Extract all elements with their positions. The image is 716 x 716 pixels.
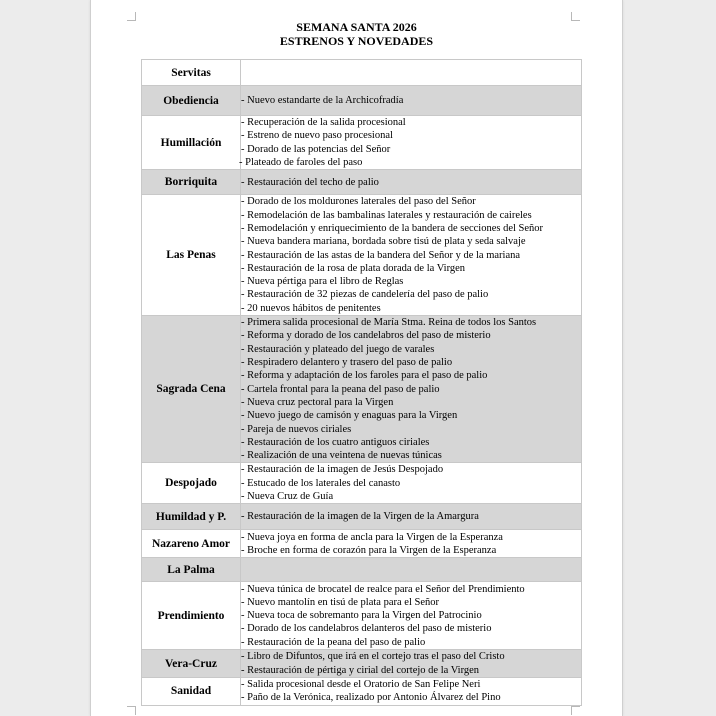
list-item: - Restauración de la imagen de Jesús Despojado <box>241 464 444 476</box>
list-item: - Plateado de faroles del paso <box>239 156 363 168</box>
list-item: - Remodelación y enriquecimiento de la bandera de secciones del Señor <box>241 222 544 234</box>
brotherhood-name: Sanidad <box>142 677 241 705</box>
list-item: - Recuperación de la salida procesional <box>241 117 406 128</box>
brotherhood-name: Nazareno Amor <box>142 530 241 558</box>
list-item: - Dorado de los moldurones laterales del paso del Señor <box>241 196 476 208</box>
novelties-cell <box>241 60 582 86</box>
table-row <box>142 504 582 530</box>
list-item: - Estucado de los laterales del canasto <box>241 477 401 489</box>
table-row <box>142 116 582 170</box>
list-item: - Nueva Cruz de Guía <box>241 491 334 503</box>
novelties-cell <box>241 582 582 650</box>
list-item: - Nueva pértiga para el libro de Reglas <box>241 276 404 288</box>
brotherhood-name: La Palma <box>142 558 241 582</box>
table-row <box>142 558 582 582</box>
list-item: - Nueva toca de sobremanto para la Virgen del Patrocinio <box>241 610 482 622</box>
list-item: - Reforma y dorado de los candelabros del paso de misterio <box>241 330 491 342</box>
list-item: - Nuevo juego de camisón y enaguas para la Virgen <box>241 410 458 422</box>
table-row <box>142 86 582 116</box>
table-row <box>142 60 582 86</box>
list-item: - 20 nuevos hábitos de penitentes <box>241 302 381 314</box>
list-item: - Estreno de nuevo paso procesional <box>241 130 393 142</box>
list-item: - Dorado de los candelabros delanteros del paso de misterio <box>241 623 492 635</box>
list-item: - Cartela frontal para la peana del paso de palio <box>241 383 440 395</box>
brotherhood-name: Humillación <box>142 116 241 170</box>
novelties-cell <box>241 86 582 116</box>
novelties-cell <box>241 558 582 582</box>
brotherhood-name: Borriquita <box>142 170 241 195</box>
brotherhood-name: Las Penas <box>142 195 241 316</box>
novelties-cell <box>241 195 582 316</box>
document-page <box>90 0 623 716</box>
table-row <box>142 650 582 678</box>
list-item: - Libro de Difuntos, que irá en el cortejo tras el paso del Cristo <box>241 651 505 663</box>
novelties-cell <box>241 504 582 530</box>
brotherhood-name: Sagrada Cena <box>142 316 241 463</box>
novelties-cell <box>241 650 582 678</box>
list-item: - Nueva cruz pectoral para la Virgen <box>241 396 394 408</box>
list-item: - Restauración y plateado del juego de varales <box>241 343 435 355</box>
novelties-cell <box>241 316 582 463</box>
novelties-cell <box>241 116 582 170</box>
list-item: - Salida procesional desde el Oratorio de San Felipe Neri <box>241 678 481 690</box>
list-item: - Restauración de 32 piezas de candelería del paso de palio <box>241 289 489 301</box>
list-item: - Remodelación de las bambalinas laterales y restauración de caireles <box>241 209 532 221</box>
list-item: - Restauración del techo de palio <box>241 176 379 188</box>
brotherhood-name: Humildad y P. <box>142 504 241 530</box>
list-item: - Pareja de nuevos ciriales <box>241 423 352 435</box>
table-row <box>142 530 582 558</box>
list-item: - Broche en forma de corazón para la Virgen de la Esperanza <box>241 544 497 556</box>
list-item: - Nueva bandera mariana, bordada sobre tisú de plata y seda salvaje <box>241 236 526 248</box>
list-item: - Primera salida procesional de María Stma. Reina de todos los Santos <box>241 317 537 329</box>
novelties-cell <box>241 463 582 504</box>
table-row <box>142 170 582 195</box>
brotherhood-name: Vera-Cruz <box>142 650 241 678</box>
list-item: - Restauración de las astas de la bandera del Señor y de la mariana <box>241 249 521 261</box>
table-row <box>142 582 582 650</box>
brotherhood-name: Obediencia <box>142 86 241 116</box>
list-item: - Dorado de las potencias del Señor <box>241 143 391 155</box>
list-item: - Respiradero delantero y trasero del paso de palio <box>241 357 453 369</box>
list-item: - Nuevo estandarte de la Archicofradía <box>241 94 404 106</box>
document-title: SEMANA SANTA 2026 <box>296 20 417 34</box>
list-item: - Reforma y adaptación de los faroles para el paso de palio <box>241 370 488 382</box>
table-row <box>142 316 582 463</box>
list-item: - Nuevo mantolín en tisú de plata para el Señor <box>241 596 439 608</box>
document-subtitle: ESTRENOS Y NOVEDADES <box>279 34 434 48</box>
table-row <box>142 677 582 705</box>
list-item: - Realización de una veintena de nuevas túnicas <box>241 450 442 462</box>
novelties-cell <box>241 677 582 705</box>
brotherhood-name: Despojado <box>142 463 241 504</box>
novelties-cell <box>241 170 582 195</box>
list-item: - Restauración de los cuatro antiguos ciriales <box>241 436 430 448</box>
list-item: - Nueva joya en forma de ancla para la Virgen de la Esperanza <box>241 531 503 543</box>
list-item: - Paño de la Verónica, realizado por Antonio Álvarez del Pino <box>241 692 501 704</box>
table-row <box>142 195 582 316</box>
brotherhood-name: Servitas <box>142 60 241 86</box>
corner-mark <box>127 706 136 715</box>
novelties-cell <box>241 530 582 558</box>
list-item: - Restauración de la rosa de plata dorada de la Virgen <box>241 262 466 274</box>
corner-mark <box>571 706 580 715</box>
list-item: - Restauración de la imagen de la Virgen de la Amargura <box>241 511 479 523</box>
brotherhood-table <box>141 59 582 706</box>
list-item: - Restauración de la peana del paso de palio <box>241 636 426 648</box>
list-item: - Nueva túnica de brocatel de realce para el Señor del Prendimiento <box>241 583 525 595</box>
list-item: - Restauración de pértiga y cirial del cortejo de la Virgen <box>241 664 480 676</box>
brotherhood-name: Prendimiento <box>142 582 241 650</box>
table-row <box>142 463 582 504</box>
